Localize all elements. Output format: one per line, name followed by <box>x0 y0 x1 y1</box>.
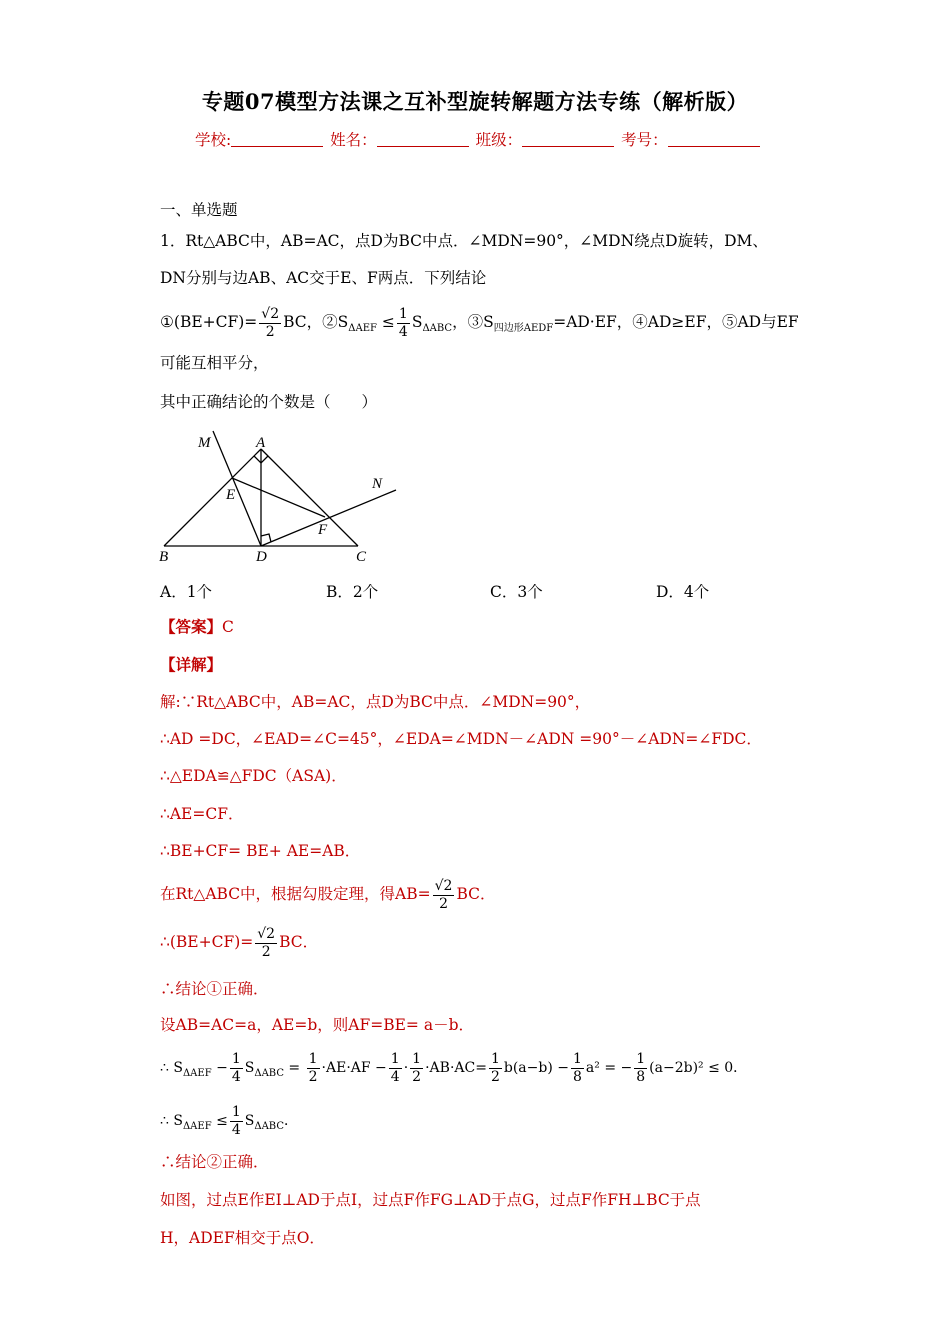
geometry-figure <box>150 425 410 567</box>
label-A: A <box>256 435 266 451</box>
fraction-1-over-4: $\frac{1}{4}$ <box>390 1050 400 1085</box>
question-line-1: 1．Rt△ABC中，AB=AC，点D为BC中点．∠MDN=90°，∠MDN绕点D旋转，DM、 <box>160 232 768 250</box>
solution-line-1: 解:∵Rt△ABC中，AB=AC，点D为BC中点．∠MDN=90°， <box>160 693 591 711</box>
solution-line-13: 如图，过点E作EI⊥AD于点I，过点F作FG⊥AD于点G，过点F作FH⊥BC于点 <box>160 1191 701 1209</box>
detail-tag: 【详解】 <box>160 655 223 674</box>
label-C: C <box>356 549 367 565</box>
label-N: N <box>372 476 383 492</box>
page-title: 专题07模型方法课之互补型旋转解题方法专练（解析版） <box>201 89 749 114</box>
fraction-1-over-2: $\frac{1}{2}$ <box>490 1050 500 1085</box>
fraction-sqrt2-over-2: $\frac{√2}{2}$ <box>261 305 280 340</box>
solution-line-8: ∴结论①正确． <box>160 980 269 998</box>
solution-line-11: ∴ $S_{\Delta AEF}$ ≤ $\frac{1}{4}$ $S_{\Delta ABC}$． <box>160 1103 298 1138</box>
fraction-1-over-4: $\frac{1}{4}$ <box>231 1103 241 1138</box>
solution-line-2: ∴AD =DC，∠EAD=∠C=45°，∠EDA=∠MDN－∠ADN =90°－∠ADN=∠FDC． <box>160 730 762 748</box>
question-line-4: 可能互相平分， <box>160 354 269 372</box>
conclusion-2-text: BC，②S <box>283 313 349 331</box>
answer-value: C <box>222 618 234 636</box>
label-D: D <box>256 549 267 565</box>
solution-line-14: H，ADEF相交于点O． <box>160 1229 325 1247</box>
label-B: B <box>159 549 169 565</box>
answer-tag: 【答案】 <box>160 617 223 636</box>
option-d[interactable]: D．4个 <box>656 583 710 601</box>
class-label: 班级： <box>475 131 523 149</box>
section-heading: 一、单选题 <box>160 201 238 219</box>
option-c[interactable]: C．3个 <box>490 583 543 601</box>
solution-line-4: ∴AE=CF． <box>160 805 244 823</box>
label-M: M <box>198 435 211 451</box>
student-info-line <box>195 128 762 150</box>
exam-no-label: 考号： <box>621 131 668 149</box>
fraction-sqrt2-over-2: $\frac{√2}{2}$ <box>257 925 276 960</box>
fraction-1-over-4: $\frac{1}{4}$ <box>398 305 408 340</box>
solution-line-3: ∴△EDA≌△FDC（ASA)． <box>160 767 347 785</box>
question-line-2: DN分别与边AB、AC交于E、F两点．下列结论 <box>160 269 487 287</box>
option-a[interactable]: A．1个 <box>160 583 213 601</box>
fraction-1-over-2: $\frac{1}{2}$ <box>412 1050 422 1085</box>
question-conclusions: ①(BE+CF)= $\frac{√2}{2}$ BC，$②S_{\Delta AEF}$ ≤ $\frac{1}{4}$ $S_{\Delta ABC}$，$③S_{四边形AEDF}=AD\cdot EF$，④AD≥EF，⑤AD与EF <box>160 305 799 340</box>
solution-line-9: 设AB=AC=a，AE=b，则AF=BE= a－b． <box>160 1016 474 1034</box>
fraction-1-over-4: $\frac{1}{4}$ <box>231 1050 241 1085</box>
fraction-1-over-2: $\frac{1}{2}$ <box>308 1050 318 1085</box>
fraction-1-over-8: $\frac{1}{8}$ <box>636 1050 646 1085</box>
name-label: 姓名： <box>330 131 377 149</box>
solution-line-10: ∴ $S_{\Delta AEF}$ − $\frac{1}{4}$ $S_{\Delta ABC}$ = $\frac{1}{2}$ ·AE·AF − $\frac{1}{4}$ · $\frac{1}{2}$ ·AB·AC= $\frac{1}{2}$ b(a−b) − $\frac{1}{8}$ a² = − $\frac{1}{8}$ (a−2b)² ≤ 0． <box>160 1050 748 1085</box>
school-blank[interactable] <box>231 131 323 147</box>
question-line-5: 其中正确结论的个数是（ ） <box>160 393 378 411</box>
exam-no-blank[interactable] <box>668 131 760 147</box>
label-F: F <box>318 522 328 538</box>
option-b[interactable]: B．2个 <box>326 583 379 601</box>
name-blank[interactable] <box>377 131 469 147</box>
fraction-1-over-8: $\frac{1}{8}$ <box>572 1050 582 1085</box>
class-blank[interactable] <box>522 131 614 147</box>
conclusion-3-text: ，③S <box>452 313 494 331</box>
label-E: E <box>226 487 236 503</box>
answer-line <box>160 617 234 637</box>
school-label: 学校: <box>195 131 232 149</box>
solution-line-7: ∴(BE+CF)= $\frac{√2}{2}$ BC． <box>160 925 319 960</box>
fraction-sqrt2-over-2: $\frac{√2}{2}$ <box>434 877 453 912</box>
solution-line-5: ∴BE+CF= BE+ AE=AB． <box>160 842 361 860</box>
solution-line-12: ∴结论②正确． <box>160 1153 269 1171</box>
solution-line-6: 在Rt△ABC中，根据勾股定理，得AB= $\frac{√2}{2}$ BC． <box>160 877 496 912</box>
conclusion-1-text: ①(BE+CF)= <box>160 313 258 331</box>
